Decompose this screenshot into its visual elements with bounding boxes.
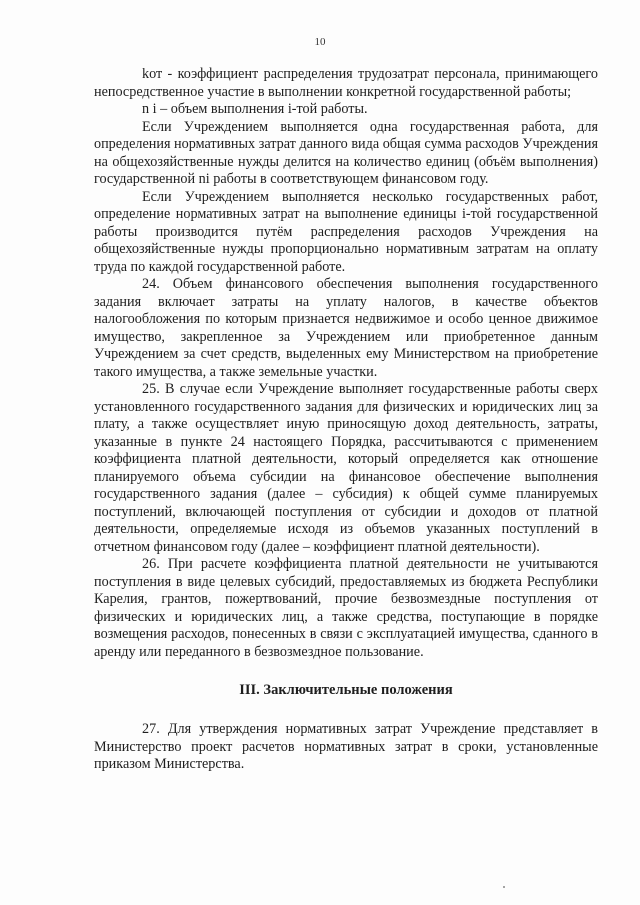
paragraph-item-24: 24. Объем финансового обеспечения выполнения государственного задания включает затраты на уплату налогов, в качестве объектов налогообложения по которым признается недвижимое и особо ценное движимое имущество, закрепленное за Учреждением или приобретенное данным Учреждением за счет средств, выделенных ему Министерством на приобретение такого имущества, а также земельные участки.: [94, 276, 598, 380]
page-number: 10: [314, 36, 326, 48]
paragraph-item-26: 26. При расчете коэффициента платной деятельности не учитываются поступления в виде целевых субсидий, предоставляемых из бюджета Республики Карелия, грантов, пожертвований, прочие безвозмездные поступления от физических и юридических лиц, а также средства, поступающие в порядке возмещения расходов, понесенных в связи с эксплуатацией имущества, сданного в аренду или переданного в безвозмездное пользование.: [94, 556, 598, 660]
paragraph-kot-definition: kот - коэффициент распределения трудозатрат персонала, принимающего непосредственное участие в выполнении конкретной государственной работы;: [94, 66, 598, 100]
paragraph-item-27: 27. Для утверждения нормативных затрат Учреждение представляет в Министерство проект расчетов нормативных затрат в сроки, установленные приказом Министерства.: [94, 721, 598, 772]
paragraph-ni-definition: n i – объем выполнения i-той работы.: [142, 101, 368, 117]
paragraph-multiple-works: Если Учреждением выполняется несколько государственных работ, определение нормативных затрат на выполнение единицы i-той государственной работы производится путём распределения расходов Учреждения на общехозяйственные нужды пропорционально нормативным затратам на оплату труда по каждой государственной работе.: [94, 188, 598, 275]
paragraph-item-25: 25. В случае если Учреждение выполняет государственные работы сверх установленного государственного задания для физических и юридических лиц за плату, а также осуществляет иную приносящую доход деятельность, затраты, указанные в пункте 24 настоящего Порядка, рассчитываются с применением коэффициента платной деятельности, который определяется как отношение планируемого объема субсидии на финансовое обеспечение выполнения государственного задания (далее – субсидия) к общей сумме планируемых поступлений, включающей поступления от субсидии и доходов от платной деятельности, определяемые исходя из объемов указанных поступлений в отчетном финансовом году (далее – коэффициент платной деятельности).: [94, 381, 598, 555]
scan-speck: [503, 886, 505, 888]
section-heading: III. Заключительные положения: [239, 682, 453, 698]
paragraph-single-work: Если Учреждением выполняется одна государственная работа, для определения нормативных затрат данного вида общая сумма расходов Учреждения на общехозяйственные нужды делится на количество единиц (объём выполнения) государственной ni работы в соответствующем финансовом году.: [94, 118, 598, 187]
document-body: [94, 66, 598, 774]
